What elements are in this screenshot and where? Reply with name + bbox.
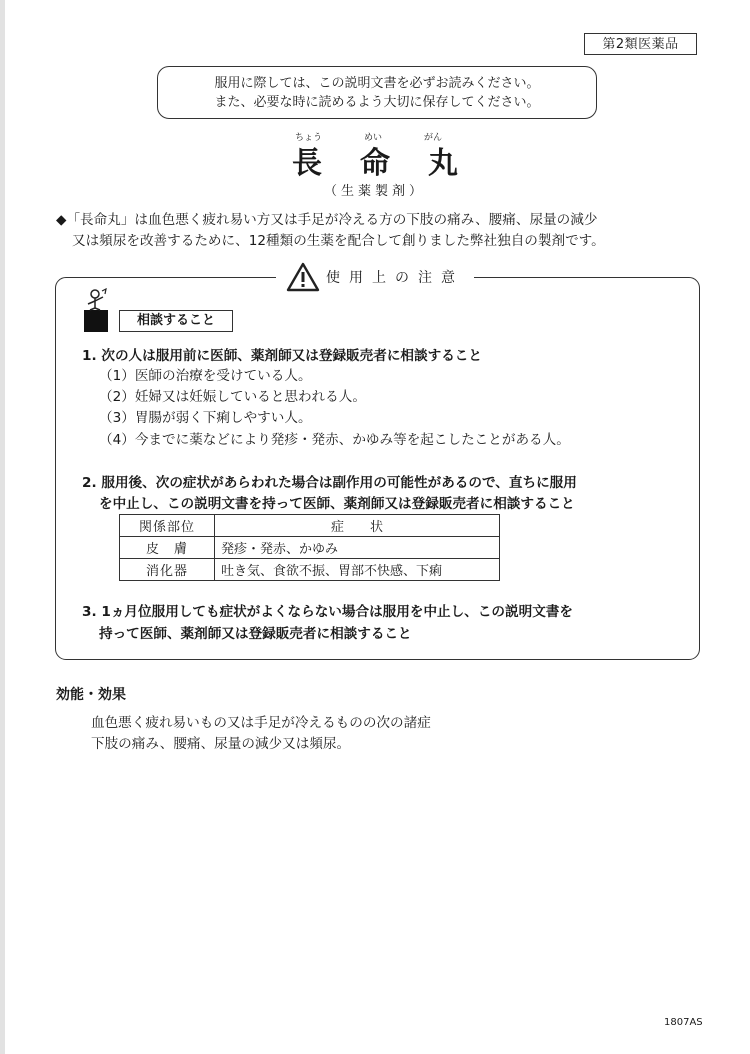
notice-line-1: 服用に際しては、この説明文書を必ずお読みください。 xyxy=(214,76,540,91)
table-row xyxy=(120,559,500,581)
efficacy-line-1: 血色悪く疲れ易いもの又は手足が冷えるものの次の諸症 xyxy=(91,715,431,731)
title-ruby-1: ちょう xyxy=(295,133,323,143)
table-cell: 皮 膚 xyxy=(120,537,215,559)
efficacy-heading: 効能・効果 xyxy=(56,687,126,703)
title-char-3: 丸 xyxy=(428,146,458,181)
notice-line-2: また、必要な時に読めるよう大切に保存してください。 xyxy=(214,95,540,110)
caution-subitem-1: （1）医師の治療を受けている人。 xyxy=(99,368,312,384)
efficacy-line-2: 下肢の痛み、腰痛、尿量の減少又は頻尿。 xyxy=(91,736,351,752)
category-badge: 第2類医薬品 xyxy=(584,33,697,55)
table-header-cell: 関係部位 xyxy=(120,515,215,537)
product-subtitle: （生薬製剤） xyxy=(323,184,426,199)
intro-line-2: 又は頻尿を改善するために、12種類の生薬を配合して創りました弊社独自の製剤です。 xyxy=(72,233,605,249)
consulting-person-icon xyxy=(82,288,110,332)
caution-item-2-line-2: を中止し、この説明文書を持って医師、薬剤師又は登録販売者に相談すること xyxy=(99,496,575,512)
table-cell: 発疹・発赤、かゆみ xyxy=(215,537,500,559)
table-row xyxy=(120,537,500,559)
intro-line-1: ◆「長命丸」は血色悪く疲れ易い方又は手足が冷える方の下肢の痛み、腰痛、尿量の減少 xyxy=(56,212,598,228)
title-char-1: 長 xyxy=(292,146,322,181)
title-ruby-3: がん xyxy=(424,133,443,143)
product-title xyxy=(0,138,750,182)
notice-box xyxy=(157,66,597,119)
caution-subitem-4: （4）今までに薬などにより発疹・発赤、かゆみ等を起こしたことがある人。 xyxy=(99,432,570,448)
symptom-table xyxy=(119,514,500,581)
table-cell: 吐き気、食欲不振、胃部不快感、下痢 xyxy=(215,559,500,581)
intro-paragraph xyxy=(56,210,706,252)
title-char-2: 命 xyxy=(360,146,390,181)
caution-item-3-line-1: 3. 1ヵ月位服用しても症状がよくならない場合は服用を中止し、この説明文書を xyxy=(82,604,573,620)
title-ruby-2: めい xyxy=(364,133,383,143)
document-code: 1807AS xyxy=(664,1017,703,1028)
table-header-row xyxy=(120,515,500,537)
caution-item-2-line-1: 2. 服用後、次の症状があらわれた場合は副作用の可能性があるので、直ちに服用 xyxy=(82,475,577,491)
table-cell: 消化器 xyxy=(120,559,215,581)
caution-item-1-heading: 1. 次の人は服用前に医師、薬剤師又は登録販売者に相談すること xyxy=(82,348,482,364)
caution-header xyxy=(276,262,474,292)
caution-subitem-2: （2）妊婦又は妊娠していると思われる人。 xyxy=(99,389,366,405)
caution-subitem-3: （3）胃腸が弱く下痢しやすい人。 xyxy=(99,410,312,426)
table-header-cell: 症 状 xyxy=(215,515,500,537)
caution-item-3-line-2: 持って医師、薬剤師又は登録販売者に相談すること xyxy=(99,626,412,642)
consult-label: 相談すること xyxy=(119,310,233,332)
caution-title: 使用上の注意 xyxy=(326,270,464,286)
warning-triangle-icon xyxy=(286,262,320,292)
